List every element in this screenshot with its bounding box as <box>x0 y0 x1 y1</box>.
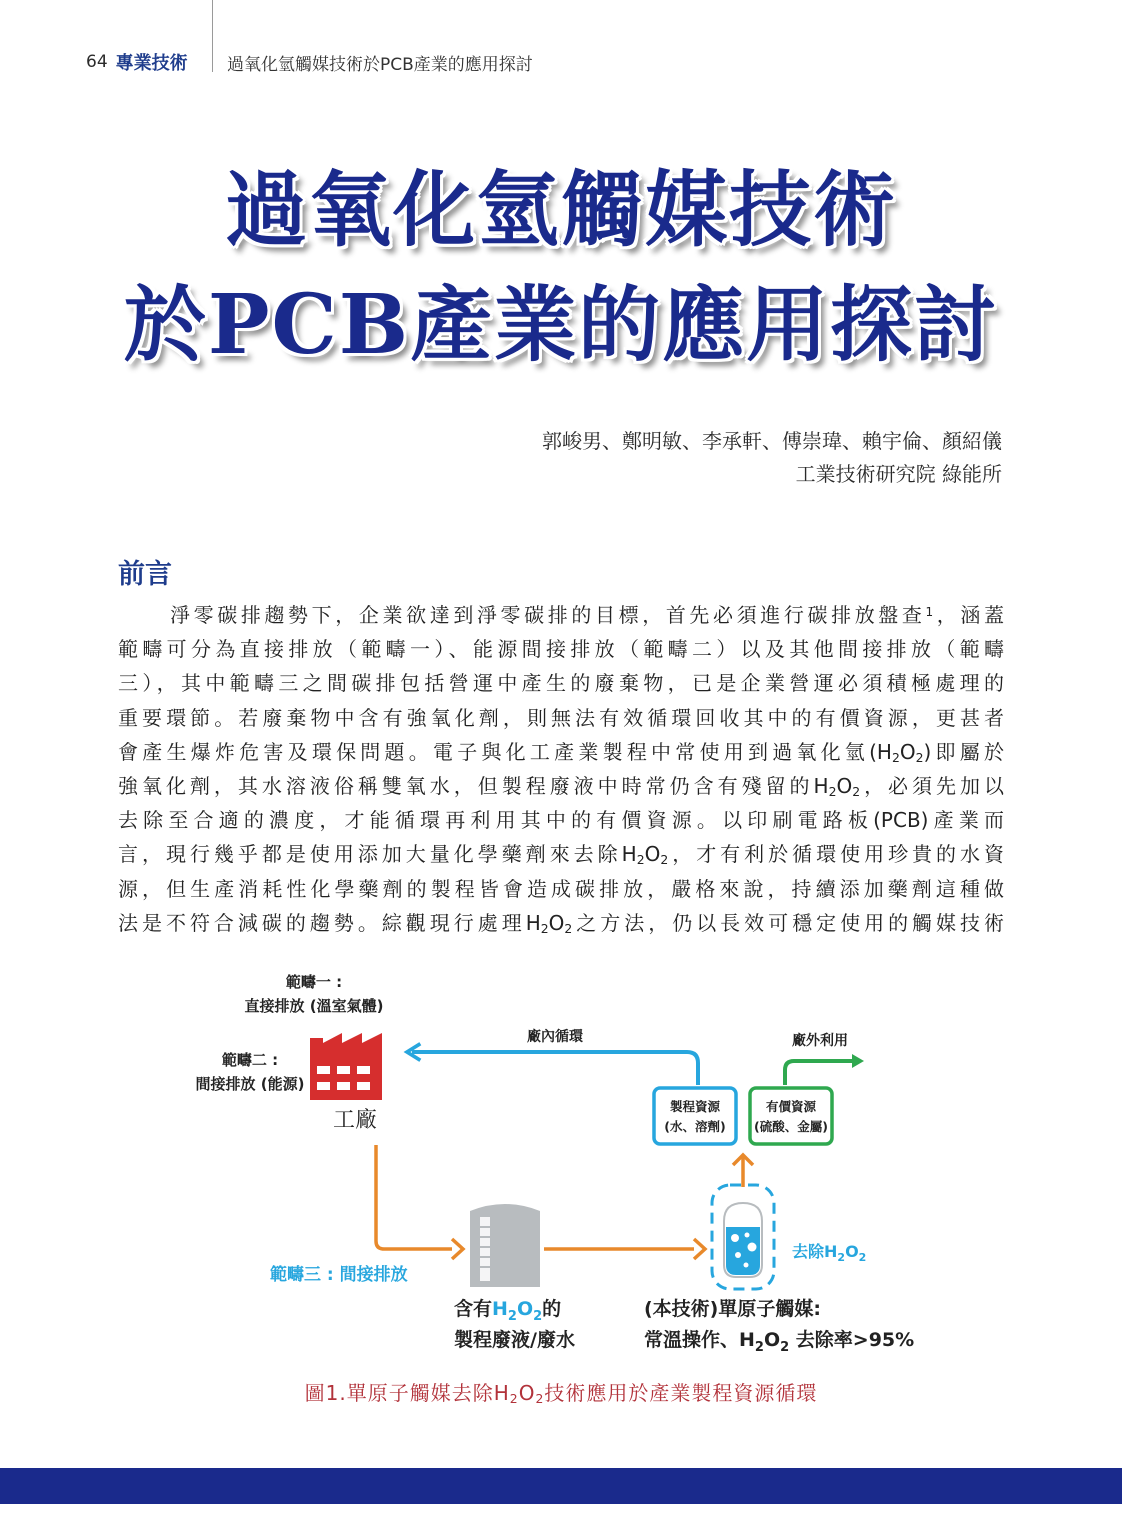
waste-flow-line <box>376 1145 452 1249</box>
valuable-resource-detail: (硫酸、金屬) <box>754 1119 828 1134</box>
paragraph-line: 會產生爆炸危害及環保問題。電子與化工產業製程中常使用到過氧化氫$(H_2O_2)$即屬於 <box>118 739 1004 765</box>
paragraph-line: 重要環節。若廢棄物中含有強氧化劑，則無法有效循環回收其中的有價資源，更甚者 <box>118 705 1004 730</box>
figure-caption: 圖1.單原子觸媒去除$H_2O_2$技術應用於產業製程資源循環 <box>304 1381 818 1407</box>
intro-paragraph <box>118 598 1004 940</box>
tech-label-line1: (本技術)單原子觸媒: <box>644 1298 821 1320</box>
paragraph-line: 三），其中範疇三之間碳排包括營運中產生的廢棄物，已是企業營運必須積極處理的 <box>118 671 1004 696</box>
valuable-resource-box <box>750 1088 832 1144</box>
in-plant-cycle-arrow <box>412 1052 698 1085</box>
waste-tank-icon <box>470 1204 540 1287</box>
waste-flow-arrowhead <box>452 1239 463 1259</box>
scope3-label: 範疇三 : 間接排放 <box>270 1265 408 1285</box>
scope2-desc: 間接排放 (能源) <box>195 1075 305 1093</box>
article-title-line2: 於PCB產業的應用探討 <box>123 277 999 373</box>
paragraph-line: 範疇可分為直接排放（範疇一）、能源間接排放（範疇二）以及其他間接排放（範疇 <box>118 637 1004 662</box>
tech-label-line2: 常溫操作、$H_2O_2$ 去除率>95% <box>644 1329 915 1355</box>
paragraph-line: 去除至合適的濃度，才能循環再利用其中的有價資源。以印刷電路板(PCB)產業而 <box>118 808 1004 833</box>
process-resource-label: 製程資源 <box>669 1099 721 1114</box>
scope1-title: 範疇一 : <box>285 973 343 991</box>
paragraph-line: 強氧化劑，其水溶液俗稱雙氧水，但製程廢液中時常仍含有殘留的$H_2O_2$，必須先加以 <box>118 773 1004 800</box>
factory-icon <box>310 1033 382 1100</box>
off-site-label: 廠外利用 <box>792 1033 848 1049</box>
paragraph-line: 源，但生產消耗性化學藥劑的製程皆會造成碳排放，嚴格來說，持續添加藥劑這種做 <box>118 876 1004 901</box>
treatment-flow-arrowhead <box>694 1239 705 1259</box>
footer-bar <box>0 1468 1122 1504</box>
off-site-arrow-head <box>852 1054 864 1068</box>
waste-label-line1: 含有$H_2O_2$的 <box>454 1298 562 1324</box>
author-names: 郭峻男、鄭明敏、李承軒、傅崇瑋、賴宇倫、顏紹儀 <box>542 429 1002 453</box>
section-heading: 前言 <box>118 559 172 590</box>
remove-h2o2-label: 去除$H_2O_2$ <box>792 1242 867 1264</box>
in-plant-cycle-label: 廠內循環 <box>527 1029 583 1045</box>
page-number: 64 <box>86 52 108 72</box>
valuable-resource-label: 有價資源 <box>765 1099 817 1114</box>
reactor-icon <box>724 1203 762 1277</box>
scope2-title: 範疇二 : <box>221 1051 279 1069</box>
waste-label-line2: 製程廢液/廢水 <box>454 1329 575 1351</box>
off-site-arrow <box>785 1061 852 1085</box>
authors-block <box>542 425 1002 491</box>
paragraph-line: 言，現行幾乎都是使用添加大量化學藥劑來去除$H_2O_2$，才有利於循環使用珍貴的水資 <box>118 842 1005 868</box>
author-affiliation: 工業技術研究院 綠能所 <box>795 462 1002 486</box>
section-name: 專業技術 <box>115 53 188 74</box>
factory-label: 工廠 <box>332 1108 378 1133</box>
header-divider <box>212 0 213 72</box>
scope1-desc: 直接排放 (溫室氣體) <box>244 997 384 1015</box>
paragraph-line: 淨零碳排趨勢下，企業欲達到淨零碳排的目標，首先必須進行碳排放盤查$^1$，涵蓋 <box>170 603 1005 627</box>
paragraph-line: 法是不符合減碳的趨勢。綜觀現行處理$H_2O_2$之方法，仍以長效可穩定使用的觸媒技術 <box>118 910 1004 936</box>
running-title: 過氧化氫觸媒技術於PCB產業的應用探討 <box>227 54 533 75</box>
running-header <box>86 48 533 76</box>
process-resource-box <box>654 1088 736 1144</box>
process-diagram <box>180 965 970 1365</box>
upward-arrow <box>733 1155 753 1187</box>
process-resource-detail: (水、溶劑) <box>664 1119 726 1134</box>
article-title-line1: 過氧化氫觸媒技術 <box>224 162 897 258</box>
